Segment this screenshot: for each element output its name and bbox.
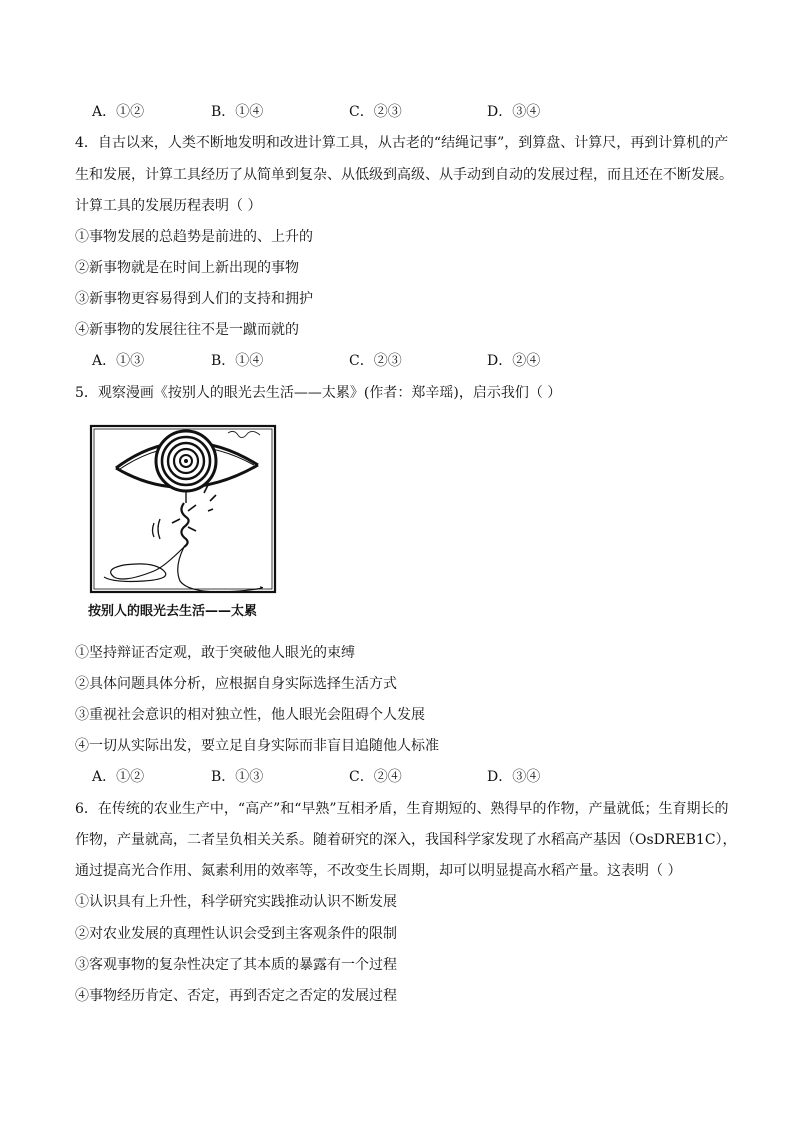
q5-option-a[interactable]: A．①② <box>92 769 145 785</box>
q4-stem-line-3: 计算工具的发展历程表明（ ） <box>75 198 262 214</box>
q5-option-d[interactable]: D．③④ <box>487 769 541 785</box>
q4-stem-line-1: 4．自古以来，人类不断地发明和改进计算工具，从古老的“结绳记事”，到算盘、计算尺，再到计算机的产 <box>75 135 729 151</box>
q5-options <box>92 767 652 787</box>
q3-option-a[interactable]: A．①② <box>92 104 145 120</box>
q4-option-b[interactable]: B．①④ <box>211 353 264 369</box>
q4-option-a[interactable]: A．①③ <box>92 353 145 369</box>
q4-option-c[interactable]: C．②③ <box>349 353 402 369</box>
cartoon-image <box>88 423 278 595</box>
q6-statement-1: ①认识具有上升性，科学研究实践推动认识不断发展 <box>75 894 397 910</box>
q5-statement-4: ④一切从实际出发，要立足自身实际而非盲目追随他人标准 <box>75 738 439 754</box>
q4-statement-2: ②新事物就是在时间上新出现的事物 <box>75 260 299 276</box>
q4-option-d[interactable]: D．②④ <box>487 353 541 369</box>
q6-statement-4: ④事物经历肯定、否定，再到否定之否定的发展过程 <box>75 988 397 1004</box>
cartoon-caption: 按别人的眼光去生活——太累 <box>88 604 258 619</box>
q3-option-c[interactable]: C．②③ <box>349 104 402 120</box>
q4-statement-4: ④新事物的发展往往不是一蹴而就的 <box>75 322 299 338</box>
q5-statement-3: ③重视社会意识的相对独立性，他人眼光会阻碍个人发展 <box>75 707 425 723</box>
q4-statement-1: ①事物发展的总趋势是前进的、上升的 <box>75 229 313 245</box>
cartoon-eye-drawing <box>88 423 278 595</box>
q3-option-d[interactable]: D．③④ <box>487 104 541 120</box>
q6-statement-3: ③客观事物的复杂性决定了其本质的暴露有一个过程 <box>75 957 397 973</box>
q5-statement-2: ②具体问题具体分析，应根据自身实际选择生活方式 <box>75 676 397 692</box>
q5-option-c[interactable]: C．②④ <box>349 769 402 785</box>
q3-option-b[interactable]: B．①④ <box>211 104 264 120</box>
q5-stem: 5．观察漫画《按别人的眼光去生活——太累》(作者：郑辛瑶)，启示我们（ ） <box>75 385 562 401</box>
q5-statement-1: ①坚持辩证否定观，敢于突破他人眼光的束缚 <box>75 645 355 661</box>
q5-option-b[interactable]: B．①③ <box>211 769 264 785</box>
q6-statement-2: ②对农业发展的真理性认识会受到主客观条件的限制 <box>75 926 397 942</box>
q6-stem-line-3: 通过提高光合作用、氮素利用的效率等，不改变生长周期，却可以明显提高水稻产量。这表明（ ） <box>75 863 682 879</box>
q4-options <box>92 351 652 371</box>
q6-stem-line-2: 作物，产量就高，二者呈负相关关系。随着研究的深入，我国科学家发现了水稻高产基因（OsDREB1C）， <box>75 832 737 848</box>
q4-statement-3: ③新事物更容易得到人们的支持和拥护 <box>75 291 313 307</box>
q6-stem-line-1: 6．在传统的农业生产中，“高产”和“早熟”互相矛盾，生育期短的、熟得早的作物，产量就低；生育期长的 <box>75 801 729 817</box>
q4-stem-line-2: 生和发展，计算工具经历了从简单到复杂、从低级到高级、从手动到自动的发展过程，而且还在不断发展。 <box>75 167 733 183</box>
q3-options <box>92 102 652 122</box>
